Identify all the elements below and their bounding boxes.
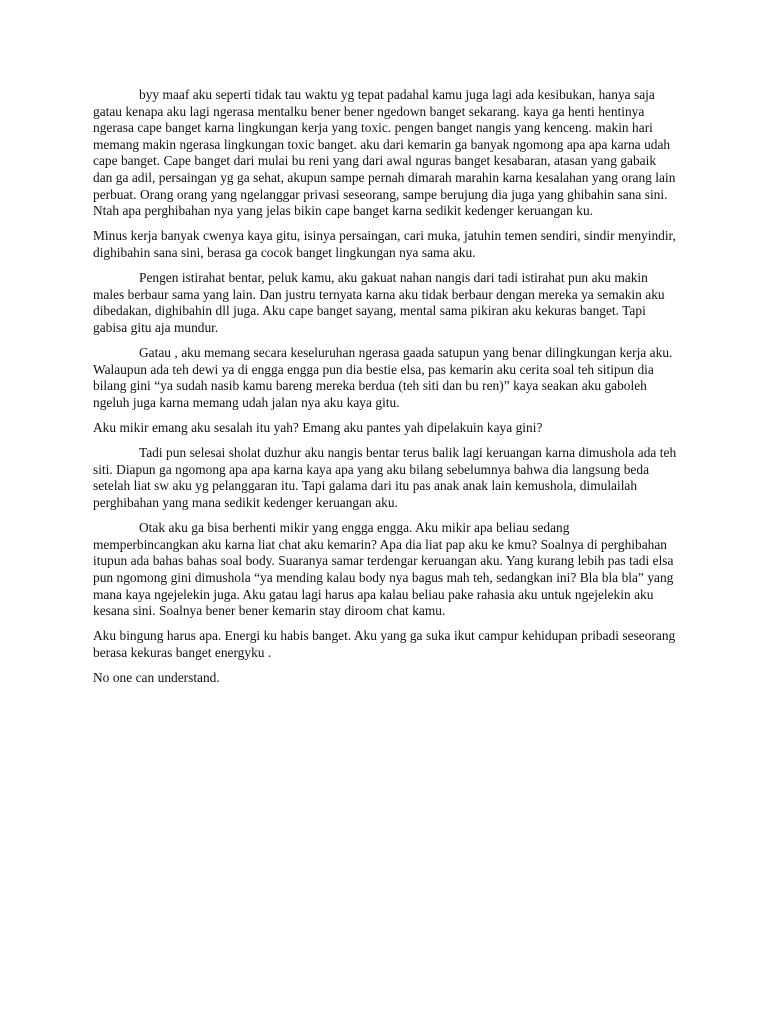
paragraph-9: No one can understand. (93, 670, 220, 686)
paragraph-8: Aku bingung harus apa. Energi ku habis banget. Aku yang ga suka ikut campur kehidupan pribadi seseorang berasa kekuras banget energyku . (93, 628, 676, 660)
paragraph-3: Pengen istirahat bentar, peluk kamu, aku gakuat nahan nangis dari tadi istirahat pun aku makin males berbaur sama yang lain. Dan justru ternyata karna aku tidak berbaur dengan mereka ya semakin aku dibedakan, dighibahin dll juga. Aku cape banget sayang, mental sama pikiran aku kekuras banget. Tapi gabisa gitu aja mundur. (93, 270, 665, 335)
paragraph-7: Otak aku ga bisa berhenti mikir yang engga engga. Aku mikir apa beliau sedang memperbincangkan aku karna liat chat aku kemarin? Apa dia liat pap aku ke kmu? Soalnya di perghibahan itupun ada bahas bahas soal body. Suaranya samar terdengar keruangan aku. Yang kurang lebih pas tadi elsa pun ngomong gini dimushola “ya mending kalau body nya bagus mah teh, sedangkan ini? Bla bla bla” yang mana kaya ngejelekin juga. Aku gatau lagi harus apa kalau beliau pake rahasia aku untuk ngejelekin aku kesana sini. Soalnya bener bener kemarin stay diroom chat kamu. (93, 520, 674, 619)
paragraph-2: Minus kerja banyak cwenya kaya gitu, isinya persaingan, cari muka, jatuhin temen sendiri, sindir menyindir, dighibahin sana sini, berasa ga cocok banget lingkungan nya sama aku. (93, 228, 676, 260)
paragraph-5: Aku mikir emang aku sesalah itu yah? Emang aku pantes yah dipelakuin kaya gini? (93, 420, 543, 436)
document-page (93, 87, 677, 695)
paragraph-4: Gatau , aku memang secara keseluruhan ngerasa gaada satupun yang benar dilingkungan kerja aku. Walaupun ada teh dewi ya di engga engga pun dia bestie elsa, pas kemarin aku cerita soal teh sitipun dia bilang gini “ya sudah nasib kamu bareng mereka berdua (teh siti dan bu ren)” kaya seakan aku gaboleh ngeluh juga karna memang udah jalan nya aku kaya gitu. (93, 345, 673, 410)
paragraph-6: Tadi pun selesai sholat duzhur aku nangis bentar terus balik lagi keruangan karna dimushola ada teh siti. Diapun ga ngomong apa apa karna kaya apa yang aku bilang sebelumnya bahwa dia langsung beda setelah liat sw aku yg pelanggaran itu. Tapi galama dari itu pas anak anak lain kemushola, dimulailah perghibahan yang mana sedikit kedenger keruangan aku. (93, 445, 677, 511)
paragraph-1: byy maaf aku seperti tidak tau waktu yg tepat padahal kamu juga lagi ada kesibukan, hanya saja gatau kenapa aku lagi ngerasa mentalku bener bener ngedown banget sekarang. kaya ga henti hentinya ngerasa cape banget karna lingkungan kerja yang toxic. pengen banget nangis yang kenceng. makin hari memang makin ngerasa lingkungan toxic banget. aku dari kemarin ga banyak ngomong apa apa karna udah cape banget. Cape banget dari mulai bu reni yang dari awal nguras banget kesabaran, atasan yang gabaik dan ga adil, persaingan yg ga sehat, akupun sampe pernah dimarah marahin karna kesalahan yang orang lain perbuat. Orang orang yang ngelanggar privasi seseorang, sampe berujung dia juga yang ghibahin sana sini. Ntah apa perghibahan nya yang jelas bikin cape banget karna sedikit kedenger keruangan ku. (93, 87, 676, 219)
